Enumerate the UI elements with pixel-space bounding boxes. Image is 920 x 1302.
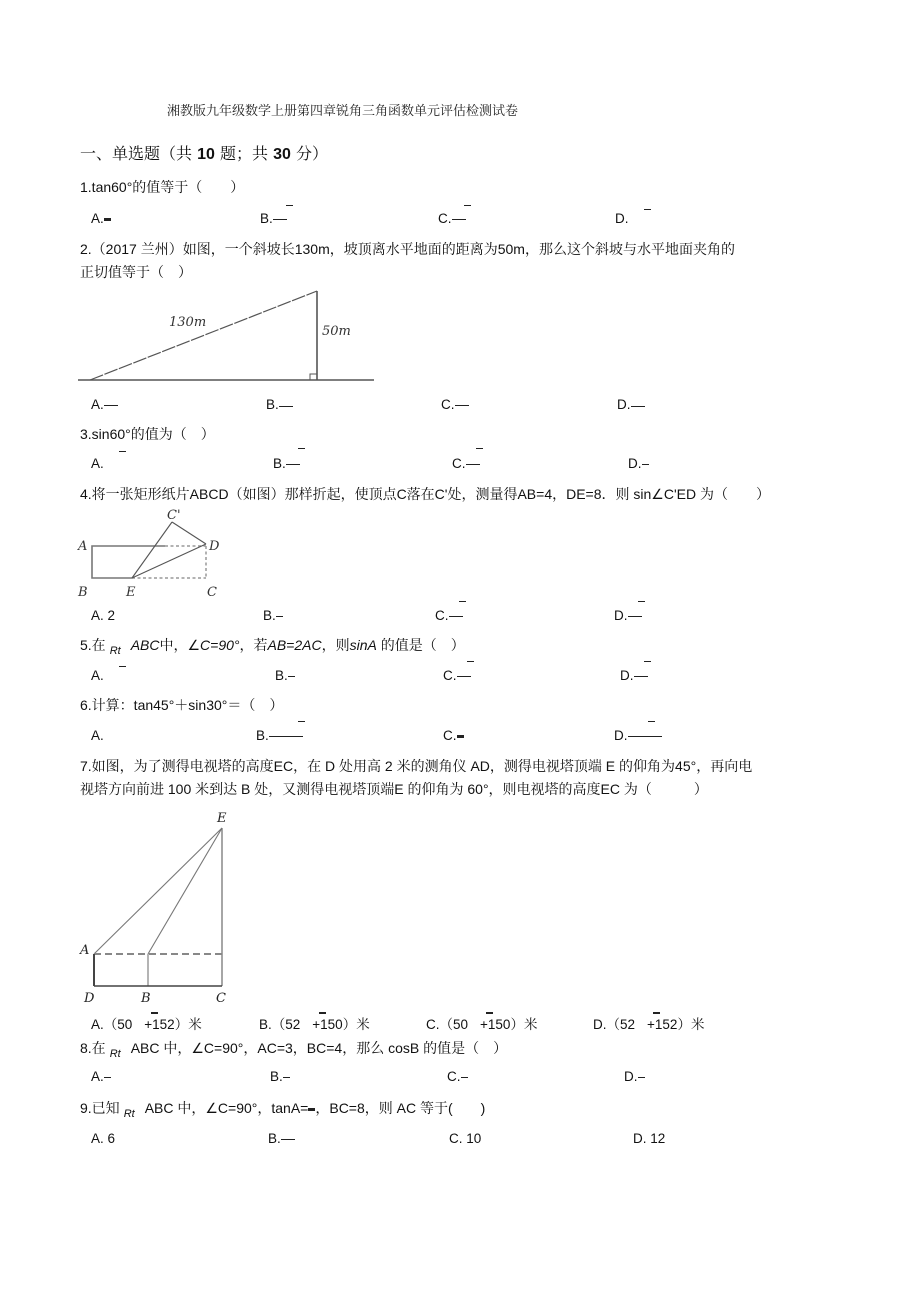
fraction-icon <box>466 457 480 471</box>
slope-length-label: 130m <box>169 315 207 330</box>
question-8-option-d[interactable] <box>624 1069 645 1084</box>
option-label: C.（50 <box>426 1017 469 1032</box>
question-5-text <box>80 634 465 662</box>
text-segment: ABC 中，∠C=90°，tanA= <box>144 1100 309 1116</box>
fraction-icon <box>276 609 283 623</box>
section-suffix: 分） <box>290 144 328 163</box>
svg-text:E: E <box>217 811 227 826</box>
text-segment: 9.已知 <box>80 1100 120 1116</box>
fraction-icon <box>283 1070 290 1084</box>
fraction-icon <box>104 212 111 226</box>
option-label: C. <box>438 211 452 226</box>
question-3-option-a[interactable] <box>91 456 104 471</box>
fraction-icon <box>461 1070 468 1084</box>
option-label: B. <box>260 211 273 226</box>
question-2-option-a[interactable] <box>91 397 118 412</box>
fraction-icon <box>273 212 287 226</box>
option-label: D. <box>624 1069 638 1084</box>
option-label: B. <box>266 397 279 412</box>
question-5-option-b[interactable] <box>275 668 295 683</box>
option-value: +152）米 <box>647 1017 705 1032</box>
sqrt-overline-icon <box>298 721 305 722</box>
question-1-text: 1.tan60°的值等于（ ） <box>80 179 245 195</box>
rt-symbol: Rt <box>109 645 121 657</box>
sqrt-overline-icon <box>464 205 471 206</box>
text-segment: ∠C=90° <box>187 637 240 653</box>
fraction-icon <box>628 609 642 623</box>
question-2-option-d[interactable] <box>617 397 645 412</box>
option-label: C. <box>452 456 466 471</box>
option-label: A. <box>91 728 104 743</box>
option-value: +152）米 <box>144 1017 202 1032</box>
question-5-option-d[interactable] <box>620 668 648 683</box>
fraction-icon <box>288 669 295 683</box>
fraction-icon <box>281 1132 295 1146</box>
question-9-option-b[interactable] <box>268 1131 295 1146</box>
svg-text:B: B <box>141 991 151 1006</box>
sqrt-overline-icon <box>119 666 126 667</box>
question-1-option-b[interactable] <box>260 211 287 226</box>
question-3-option-c[interactable] <box>452 456 480 471</box>
option-label: D. <box>628 456 642 471</box>
total-score: 30 <box>273 146 291 163</box>
fraction-icon <box>455 398 469 412</box>
option-label: A. <box>91 668 104 683</box>
svg-text:A: A <box>80 943 90 958</box>
sqrt-overline-icon <box>648 721 655 722</box>
option-label: A. <box>91 1069 104 1084</box>
fraction-icon <box>634 669 648 683</box>
option-label: D. <box>615 211 629 226</box>
question-4-option-a[interactable] <box>91 608 115 623</box>
question-6-option-d[interactable] <box>614 728 662 743</box>
slope-diagram <box>76 284 376 384</box>
question-2-text-line1: 2.（2017 兰州）如图，一个斜坡长130m，坡顶离水平地面的距离为50m，那么这个斜坡与水平地面夹角的 <box>80 241 735 257</box>
fraction-icon <box>286 457 300 471</box>
fraction-icon <box>631 399 645 411</box>
option-label: D. <box>620 668 634 683</box>
option-label: A.（50 <box>91 1017 133 1032</box>
option-label: B. <box>270 1069 283 1084</box>
option-label: A. 6 <box>91 1131 116 1146</box>
question-2-option-c[interactable] <box>441 397 469 412</box>
svg-text:A: A <box>78 539 88 554</box>
option-label: C. <box>443 668 457 683</box>
question-3-text: 3.sin60°的值为（ ） <box>80 426 215 442</box>
question-7-option-c[interactable] <box>426 1013 537 1033</box>
text-segment: sinA <box>349 637 377 653</box>
text-segment: ，BC=8，则 AC 等于( ) <box>315 1100 486 1116</box>
option-label: B. <box>263 608 276 623</box>
fraction-icon <box>638 1070 645 1084</box>
question-8-text <box>80 1037 507 1065</box>
text-segment: 5.在 <box>80 637 106 653</box>
sqrt-overline-icon <box>467 661 474 662</box>
question-5-option-c[interactable] <box>443 668 471 683</box>
option-label: B. <box>256 728 269 743</box>
fraction-icon <box>628 729 662 743</box>
fraction-icon <box>104 1070 111 1084</box>
option-label: C. <box>435 608 449 623</box>
fraction-icon <box>279 399 293 411</box>
fraction-icon <box>457 669 471 683</box>
option-label: C. 10 <box>449 1131 482 1146</box>
question-7-option-b[interactable] <box>259 1013 370 1033</box>
sqrt-overline-icon <box>151 1012 158 1014</box>
tv-tower-diagram <box>76 804 236 1006</box>
question-count: 10 <box>197 146 215 163</box>
question-9-text <box>80 1097 485 1125</box>
sqrt-overline-icon <box>476 448 483 449</box>
fraction-icon <box>308 1102 315 1116</box>
question-1-option-a[interactable] <box>91 211 111 226</box>
question-9-option-c[interactable] <box>449 1131 481 1146</box>
option-label: C. <box>441 397 455 412</box>
question-6-option-b[interactable] <box>256 728 303 743</box>
question-9-option-a[interactable] <box>91 1131 115 1146</box>
option-label: C. <box>447 1069 461 1084</box>
question-2-text-line2: 正切值等于（ ） <box>80 264 192 280</box>
option-label: D. <box>614 728 628 743</box>
option-label: B.（52 <box>259 1017 301 1032</box>
question-7-option-a[interactable] <box>91 1013 202 1033</box>
text-segment: ABC <box>130 637 160 653</box>
question-3-option-d[interactable] <box>628 456 649 471</box>
option-label: D. <box>614 608 628 623</box>
question-1-option-c[interactable] <box>438 211 466 226</box>
sqrt-overline-icon <box>644 209 651 210</box>
svg-text:E: E <box>126 585 136 598</box>
option-label: B. <box>275 668 288 683</box>
option-label: A. <box>91 456 104 471</box>
sqrt-overline-icon <box>644 661 651 662</box>
option-label: B. <box>273 456 286 471</box>
question-3-option-b[interactable] <box>273 456 300 471</box>
question-6-option-a[interactable] <box>91 728 104 743</box>
folded-rectangle-diagram <box>74 502 234 598</box>
fraction-icon <box>269 729 303 743</box>
text-segment: 8.在 <box>80 1040 106 1056</box>
option-label: A. <box>91 211 104 226</box>
rt-symbol: Rt <box>123 1108 135 1120</box>
svg-text:B: B <box>78 585 88 598</box>
option-label: C. <box>443 728 457 743</box>
sqrt-overline-icon <box>298 448 305 449</box>
sqrt-overline-icon <box>653 1012 660 1014</box>
question-2-option-b[interactable] <box>266 397 293 412</box>
question-7-text-line1: 7.如图，为了测得电视塔的高度EC，在 D 处用高 2 米的测角仪 AD，测得电视塔顶端 E 的仰角为45°，再向电 <box>80 758 753 774</box>
option-label: A. 2 <box>91 608 116 623</box>
document-title: 湘教版九年级数学上册第四章锐角三角函数单元评估检测试卷 <box>167 104 519 119</box>
sqrt-overline-icon <box>638 601 645 602</box>
question-8-option-c[interactable] <box>447 1069 468 1084</box>
question-8-option-b[interactable] <box>270 1069 290 1084</box>
svg-text:C: C <box>216 991 226 1006</box>
section-header <box>80 141 328 164</box>
option-value: +150）米 <box>312 1017 370 1032</box>
section-mid: 题；共 <box>214 144 274 163</box>
option-label: D. <box>617 397 631 412</box>
rt-symbol: Rt <box>109 1048 121 1060</box>
question-6-text: 6.计算：tan45°＋sin30°＝（ ） <box>80 697 284 713</box>
text-segment: ，若 <box>239 637 268 653</box>
question-5-option-a[interactable] <box>91 668 104 683</box>
fraction-icon <box>457 729 464 743</box>
question-6-option-c[interactable] <box>443 728 464 743</box>
question-4-text: 4.将一张矩形纸片ABCD（如图）那样折起，使顶点C落在C'处，测量得AB=4，DE=8．则 sin∠C'ED 为（ ） <box>80 486 770 502</box>
question-7-option-d[interactable] <box>593 1013 704 1033</box>
question-4-option-b[interactable] <box>263 608 283 623</box>
svg-text:C: C <box>207 585 217 598</box>
question-1-option-d[interactable] <box>615 211 629 226</box>
question-8-option-a[interactable] <box>91 1069 111 1084</box>
option-value: +150）米 <box>480 1017 538 1032</box>
section-prefix: 一、单选题（共 <box>80 144 198 163</box>
fraction-icon <box>642 457 649 471</box>
height-label: 50m <box>322 324 351 339</box>
question-4-option-c[interactable] <box>435 608 463 623</box>
text-segment: AB=2AC <box>267 637 322 653</box>
option-label: D.（52 <box>593 1017 636 1032</box>
option-label: B. <box>268 1131 281 1146</box>
question-4-option-d[interactable] <box>614 608 642 623</box>
fraction-icon <box>452 212 466 226</box>
sqrt-overline-icon <box>319 1012 326 1014</box>
svg-text:D: D <box>84 991 95 1006</box>
text-segment: 中， <box>159 637 188 653</box>
text-segment: ABC 中，∠C=90°，AC=3，BC=4，那么 cosB 的值是（ ） <box>130 1040 508 1056</box>
question-7-text-line2: 视塔方向前进 100 米到达 B 处，又测得电视塔顶端E 的仰角为 60°，则电视塔的高度EC 为（ ） <box>80 781 708 797</box>
option-label: D. 12 <box>633 1131 666 1146</box>
fraction-icon <box>104 398 118 412</box>
text-segment: 的值是（ ） <box>376 637 465 653</box>
svg-text:D: D <box>209 539 220 554</box>
svg-text:C': C' <box>167 508 181 523</box>
sqrt-overline-icon <box>286 205 293 206</box>
sqrt-overline-icon <box>459 601 466 602</box>
option-label: A. <box>91 397 104 412</box>
sqrt-overline-icon <box>486 1012 493 1014</box>
question-9-option-d[interactable] <box>633 1131 665 1146</box>
sqrt-overline-icon <box>119 451 126 452</box>
text-segment: ，则 <box>321 637 350 653</box>
fraction-icon <box>449 609 463 623</box>
